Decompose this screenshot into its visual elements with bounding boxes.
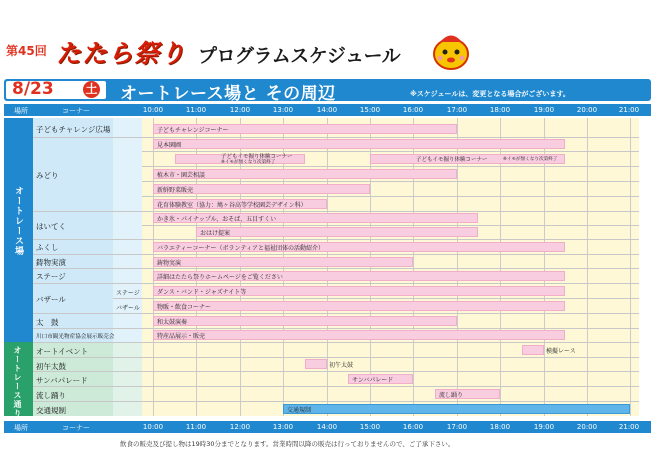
event-note: ※イモが無くなり次第終了 — [503, 157, 558, 162]
time-label: 12:00 — [229, 106, 251, 114]
event-label: 鋳物実演 — [157, 260, 182, 267]
time-label: 10:00 — [142, 106, 164, 114]
event-date: 8/23 — [12, 79, 54, 99]
corner-chuubutsu: 鋳物実演 — [36, 258, 66, 267]
corner-samba: サンバパレード — [36, 376, 88, 385]
corner-sub-bazaar: バザール — [116, 305, 140, 312]
event-label: かき氷・パイナップル、おそば、五目すくい — [157, 216, 277, 223]
corner-auto-event: オートイベント — [36, 347, 89, 356]
area-label: オートレース場 — [13, 186, 23, 256]
corner-fukushi: ふくし — [36, 243, 59, 252]
time-label: 16:00 — [402, 423, 424, 431]
festival-logo-text: たたら祭り — [56, 39, 187, 68]
edition-label: 第45回 — [6, 44, 47, 58]
corner-kodomo: 子どもチャレンジ広場 — [36, 125, 111, 134]
place-header: 場所 — [14, 107, 28, 115]
row-separator — [142, 181, 639, 182]
event-bar — [196, 227, 478, 237]
event-bar — [283, 404, 630, 414]
weekday-badge: 土 — [83, 81, 100, 98]
schedule-note: ※スケジュールは、変更となる場合がございます。 — [410, 90, 570, 98]
time-label: 17:00 — [446, 106, 468, 114]
time-label: 14:00 — [316, 106, 338, 114]
row-separator — [142, 151, 639, 152]
event-label: 植木市・園芸相談 — [157, 172, 206, 179]
time-label: 10:00 — [142, 423, 164, 431]
time-label: 13:00 — [272, 106, 294, 114]
event-label: 初午太鼓 — [329, 362, 354, 369]
time-label: 16:00 — [402, 106, 424, 114]
row-separator — [33, 211, 639, 212]
row-separator — [113, 298, 639, 299]
row-separator — [33, 137, 639, 138]
event-bar — [153, 301, 565, 311]
row-separator — [33, 386, 639, 387]
time-label: 11:00 — [185, 423, 207, 431]
row-separator — [33, 357, 639, 358]
row-separator — [33, 283, 639, 284]
event-bar — [153, 139, 565, 149]
place-footer: 場所 — [14, 424, 28, 432]
event-note: ※イモが無くなり次第終了 — [221, 160, 276, 165]
time-label: 19:00 — [533, 106, 555, 114]
time-label: 13:00 — [272, 423, 294, 431]
event-label: 子どもイモ掘り体験コーナー — [416, 157, 488, 163]
event-label: おはけ提案 — [200, 230, 231, 237]
corner-footer: コーナー — [62, 424, 90, 432]
time-label: 12:00 — [229, 423, 251, 431]
time-label: 14:00 — [316, 423, 338, 431]
event-label: ダンス・バンド・ジャズナイト等 — [157, 289, 247, 296]
event-label: 新鮮野菜販売 — [157, 187, 194, 194]
event-label: 詳細はたたら祭りホームページをご覧ください — [157, 274, 283, 281]
corner-nagashi: 流し踊り — [36, 391, 66, 400]
time-label: 15:00 — [359, 106, 381, 114]
event-label: 子どもチャレンジコーナー — [157, 127, 229, 134]
event-label: 交通規制 — [287, 407, 312, 414]
time-label: 17:00 — [446, 423, 468, 431]
footer-note: 飲食の販売及び提し物は19時30分までとなります。営業時間以降の販売は行っておりませんので、ご了承下さい。 — [120, 440, 455, 448]
corner-taiko: 太 鼓 — [36, 318, 59, 327]
venue-title: オートレース場と その周辺 — [120, 84, 336, 104]
time-label: 15:00 — [359, 423, 381, 431]
row-separator — [142, 225, 639, 226]
corner-kotsu: 交通規制 — [36, 406, 66, 415]
time-label: 19:00 — [533, 423, 555, 431]
corner-kawaguchi: 川口市観光物産協会展示販売会 — [36, 334, 115, 340]
time-label: 20:00 — [576, 106, 598, 114]
event-bar — [153, 330, 565, 340]
mascot-icon — [430, 29, 472, 71]
event-label: 模擬レース — [546, 348, 576, 355]
row-separator — [142, 166, 639, 167]
row-separator — [33, 342, 639, 343]
event-bar — [305, 359, 327, 369]
time-label: 21:00 — [618, 423, 640, 431]
event-label: 和太鼓演奏 — [157, 319, 188, 326]
event-bar — [153, 316, 457, 326]
event-label: 花育体験教室（協力：鳩ヶ谷高等学校園芸デザイン科） — [157, 202, 307, 209]
row-separator — [33, 328, 639, 329]
row-separator — [33, 268, 639, 269]
row-separator — [33, 401, 639, 402]
time-label: 18:00 — [489, 106, 511, 114]
event-label: 流し踊り — [439, 392, 464, 399]
row-separator — [33, 371, 639, 372]
event-label: 見本園圃 — [157, 142, 182, 149]
row-separator — [33, 313, 639, 314]
time-label: 18:00 — [489, 423, 511, 431]
corner-stage: ステージ — [36, 272, 66, 281]
sub-column — [113, 342, 142, 416]
corner-sub-stage: ステージ — [116, 290, 140, 297]
event-label: 特産品展示・販売 — [157, 333, 206, 340]
event-label: サンバパレード — [352, 377, 394, 384]
event-bar — [153, 257, 413, 267]
time-label: 21:00 — [618, 106, 640, 114]
corner-midori: みどり — [36, 171, 59, 180]
event-label: 子どもイモ掘り体験コーナー — [221, 154, 293, 160]
corner-hatsuuma: 初午太鼓 — [36, 362, 66, 371]
time-label: 11:00 — [185, 106, 207, 114]
corner-header: コーナー — [62, 107, 90, 115]
corner-bazaar: バザール — [36, 295, 66, 304]
corner-haiteku: はいてく — [36, 222, 66, 231]
area-label: オートレース通り — [13, 346, 22, 418]
event-label: 物販・飲食コーナー — [157, 304, 212, 311]
event-label: バラエティーコーナー（ボランティアと福祉団体の活動紹介） — [157, 245, 325, 252]
program-title: プログラムスケジュール — [198, 45, 401, 67]
event-bar — [522, 345, 544, 355]
row-separator — [33, 239, 639, 240]
row-separator — [142, 196, 639, 197]
row-separator — [33, 254, 639, 255]
time-label: 20:00 — [576, 423, 598, 431]
